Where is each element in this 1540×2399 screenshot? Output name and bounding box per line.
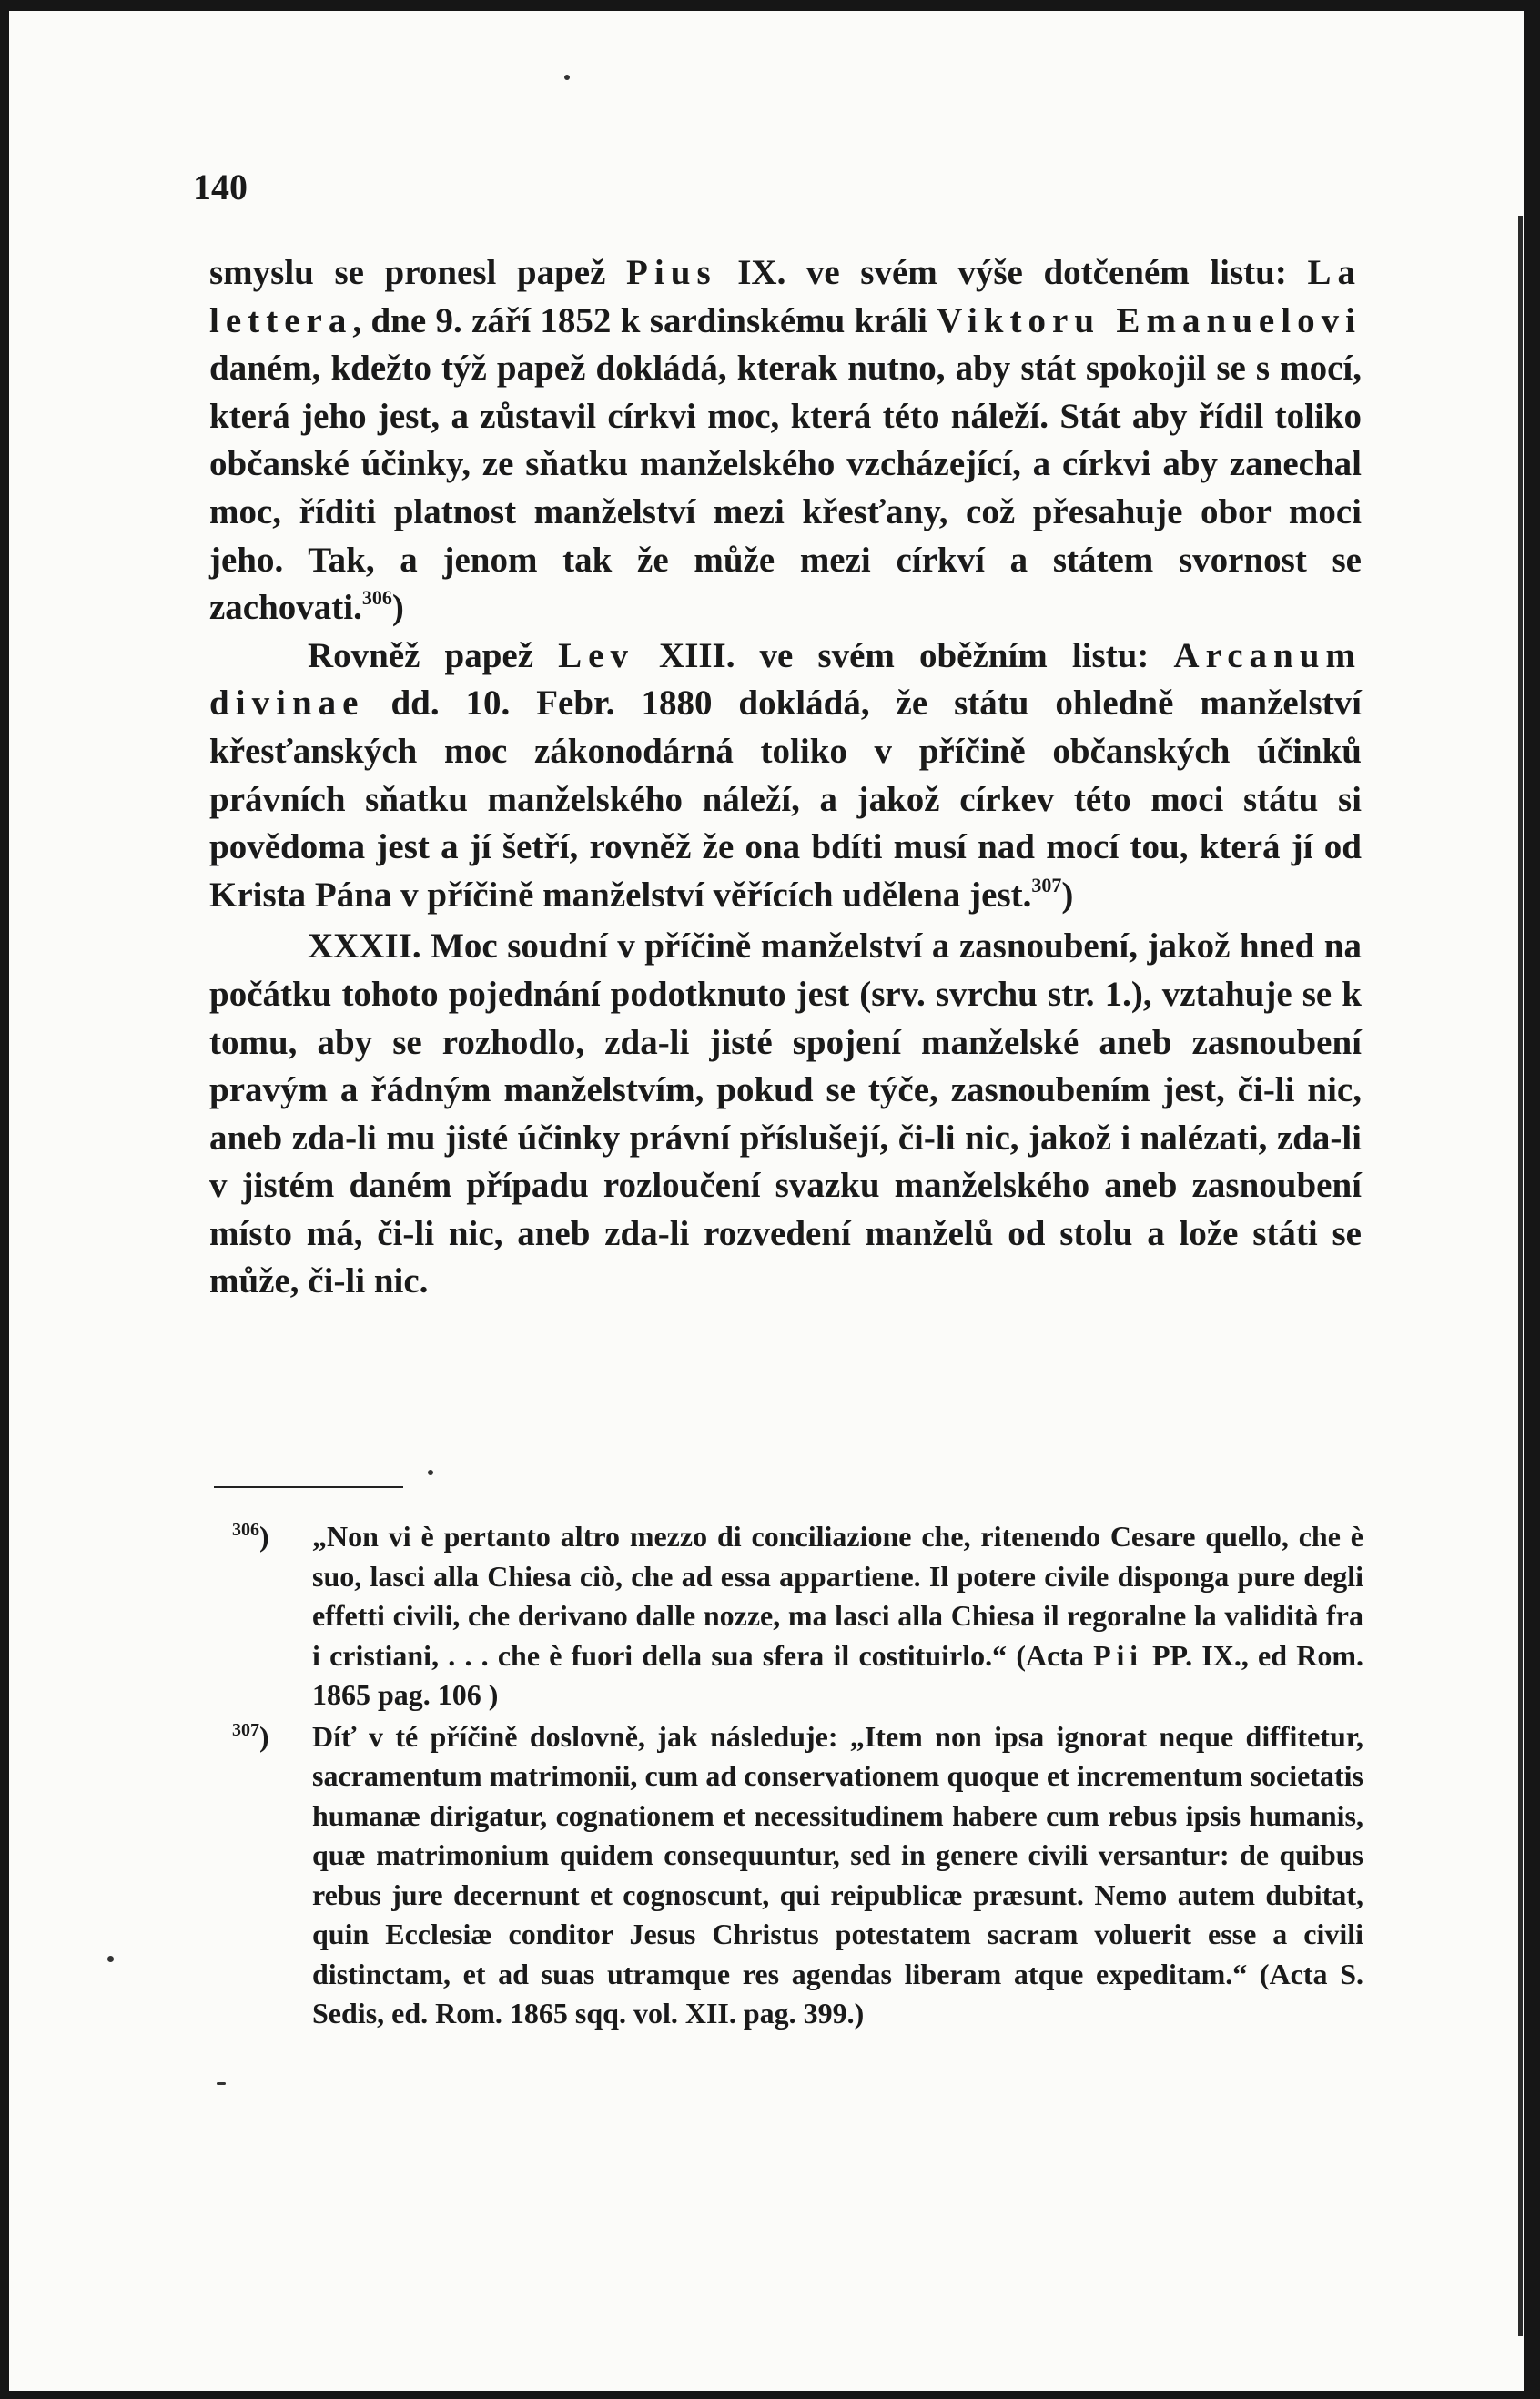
main-text [209, 249, 1362, 1306]
spaced-title: La lettera [209, 253, 1362, 340]
text-run: dd. 10. Febr. 1880 dokládá, že státu ohledně manželství křesťanských moc zákonodárná toliko v příčině občanských účinků právních sňatku manželského náleží, a jakož církev této moci státu si povědoma jest a jí šetří, rovněž že ona bdíti musí nad mocí tou, která jí od Krista Pána v příčině manželství věřících udělena jest. [209, 683, 1362, 915]
footnote-ref-paren: ) [391, 588, 404, 628]
dust-speck [107, 1956, 114, 1962]
text-run: XIII. ve svém oběžním listu: [633, 635, 1174, 675]
text-run: , dne 9. září 1852 k sardinskému králi [352, 300, 937, 340]
dust-speck [428, 1470, 433, 1475]
footnote-307 [232, 1717, 1363, 2034]
text-run: daném, kdežto týž papež dokládá, kterak nutno, aby stát spokojil se s mocí, která jeho jest, a zůstavil církvi moc, která této náleží. Stát aby řídil toliko občanské účinky, ze sňatku manželského vzcházející, a církvi aby zanechal moc, říditi platnost manželství mezi křesťany, což přesahuje obor moci jeho. Tak, a jenom tak že může mezi církví a státem svornost se zachovati. [209, 349, 1362, 628]
spaced-name: Lev [558, 635, 634, 675]
text-run: Díť v té příčině doslovně, jak následuje: „Item non ipsa ignorat neque diffitetur, sacramentum matrimonii, cum ad conservationem quoque et incrementum societatis humanæ dirigatur, cognationem et necessitudinem habere cum rebus ipsis humanis, quæ matrimonium quidem consequuntur, sed in genere civili versantur: de quibus rebus jure decernunt et cognoscunt, qui reipublicæ præsunt. Nemo autem dubitat, quin Ecclesiæ conditor Jesus Christus potestatem sacram voluerit esse a civili distinctam, et ad suas utramque res agendas liberam atque expeditam.“ (Acta S. Sedis, ed. Rom. 1865 sqq. vol. XII. pag. 399.) [312, 1719, 1363, 2030]
book-page [9, 11, 1524, 2391]
footnote-number: 306 [232, 1520, 259, 1540]
text-run: PP. IX., ed Rom. 1865 pag. 106 ) [312, 1638, 1364, 1711]
footnote-text [312, 1717, 1363, 2034]
paragraph-1 [209, 249, 1362, 633]
footnote-marker [232, 1717, 312, 2034]
paragraph-2 [209, 633, 1362, 920]
footnotes [232, 1517, 1363, 2034]
dust-speck [217, 2082, 226, 2085]
paragraph-3: XXXII. Moc soudní v příčině manželství a zasnoubení, jakož hned na počátku tohoto pojednání podotknuto jest (srv. svrchu str. 1.), vztahuje se k tomu, aby se rozhodlo, zda-li jisté spojení manželské aneb zasnoubení pravým a řádným manželstvím, pokud se týče, zasnoubením jest, či-li nic, aneb zda-li mu jisté účinky právní příslušejí, či-li nic, jakož i nalézati, zda-li v jistém daném případu rozloučení svazku manželského aneb zasnoubení místo má, či-li nic, aneb zda-li rozvedení manželů od stolu a lože státi se může, či-li nic. [209, 926, 1362, 1301]
footnote-marker [232, 1517, 312, 1716]
spaced-name: Pii [1093, 1638, 1143, 1672]
text-run: „Non vi è pertanto altro mezzo di conciliazione che, ritenendo Cesare quello, che è suo, lasci alla Chiesa ciò, che ad essa appartiene. Il potere civile disponga pure degli effetti civili, che derivano dalle nozze, ma lasci alla Chiesa il regoralne la validità fra i cristiani, . . . che è fuori della sua sfera il costituirlo.“ (Acta [312, 1520, 1363, 1672]
dust-speck [564, 75, 570, 80]
text-run: smyslu se pronesl papež [209, 253, 627, 292]
footnote-text [312, 1517, 1363, 1716]
page-number: 140 [193, 167, 248, 208]
footnote-306 [232, 1517, 1363, 1716]
footnote-ref: 307 [1031, 873, 1062, 896]
page-edge-shadow [1518, 216, 1523, 2336]
footnote-number: 307 [232, 1719, 259, 1740]
footnote-ref: 306 [361, 586, 392, 610]
spaced-name: Pius [626, 253, 717, 292]
spaced-title: Arcanum divinae [209, 635, 1362, 724]
text-run: Rovněž papež [308, 635, 559, 675]
footnote-ref-paren: ) [1061, 875, 1074, 915]
spaced-name: Viktoru Emanuelovi [937, 300, 1362, 340]
footnote-paren: ) [259, 1719, 269, 1753]
footnote-paren: ) [259, 1520, 269, 1553]
text-run: IX. ve svém výše dotčeném listu: [716, 253, 1308, 292]
footnote-divider [214, 1486, 403, 1488]
